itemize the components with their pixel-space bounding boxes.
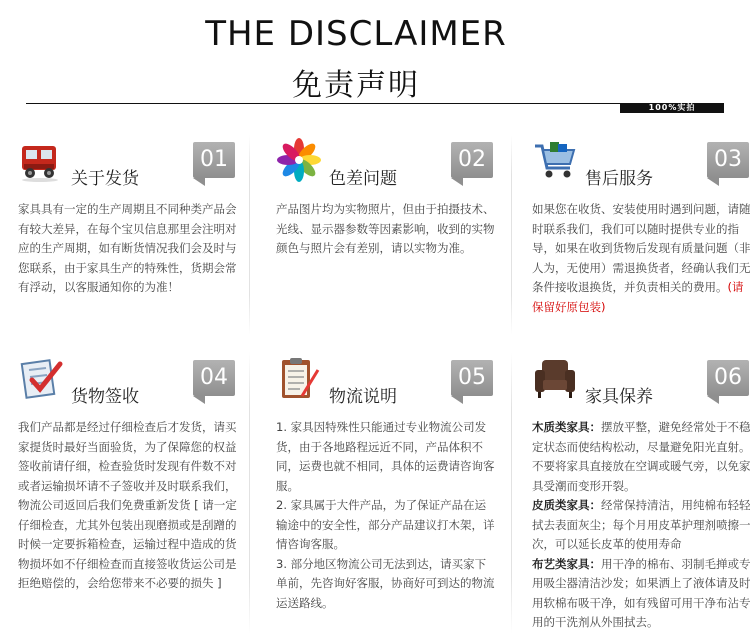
packaging-note: (请保留好原包装) — [532, 280, 744, 314]
care-text: 摆放平整，避免经常处于不稳定状态而使结构松动，尽量避免阳光直射。不要将家具直接放在空调或暖气旁，以免家具受潮而变形开裂。 — [532, 420, 750, 493]
section-title: 售后服务 — [585, 169, 653, 189]
armchair-icon — [532, 356, 578, 402]
real-photo-badge: 100%实拍 — [620, 103, 724, 113]
care-item — [532, 555, 750, 633]
section-body: 我们产品都是经过仔细检查后才发货，请买家提货时最好当面验货，为了保障您的权益签收前请仔细，检查验货时发现有件数不对或者运输损坏请不子签收并及时联系我们，物流公司返回后我们免费重新发货 [ 请一定仔细检查，尤其外包装出现磨损或是刮蹭的时候一定要拆箱检查，运输过程中造成的货物损坏如不仔细检查而直接签收货运公司是拒绝赔偿的，会给您带来不必要的损失 ] — [18, 420, 237, 590]
care-item — [532, 418, 750, 496]
section-title: 色差问题 — [329, 169, 397, 189]
section-number: 02 — [451, 142, 493, 178]
logistics-item: 3. 部分地区物流公司无法到达，请买家下单前，先咨询好客服，协商好可到达的物流运送路线。 — [276, 556, 495, 610]
section-number: 04 — [193, 360, 235, 396]
shopping-cart-icon — [532, 138, 578, 184]
truck-icon — [18, 138, 64, 184]
logistics-item: 1. 家具因特殊性只能通过专业物流公司发货，由于各地路程远近不同，产品体积不同，运费也就不相同，具体的运费请咨询客服。 — [276, 420, 495, 493]
logistics-item: 2. 家具属于大件产品，为了保证产品在运输途中的安全性，部分产品建议打木架，详情咨询客服。 — [276, 498, 495, 551]
section-body — [532, 418, 750, 633]
section-title: 家具保养 — [585, 387, 653, 407]
column-divider — [511, 135, 512, 335]
care-text: 经常保持清洁，用纯棉布轻轻拭去表面灰尘；每个月用皮革护理剂喷擦一次，可以延长皮革的使用寿命 — [532, 498, 750, 551]
title-chinese: 免责声明 — [292, 68, 420, 103]
care-label: 皮质类家具： — [532, 498, 601, 512]
care-item — [532, 496, 750, 555]
checklist-icon — [18, 356, 64, 402]
care-label: 木质类家具： — [532, 420, 601, 434]
color-wheel-icon — [276, 138, 322, 184]
section-title: 关于发货 — [71, 169, 139, 189]
section-body-text: 如果您在收货、安装使用时遇到问题，请随时联系我们，我们可以随时提供专业的指导，如果在收到货物后发现有质量问题（非人为，无使用）需退换货者，经确认我们无条件接收退换货，并负责相关的费用。 — [532, 202, 750, 294]
column-divider — [511, 352, 512, 634]
care-label: 布艺类家具： — [532, 556, 601, 571]
section-number: 05 — [451, 360, 493, 396]
column-divider — [249, 135, 250, 335]
clipboard-icon — [276, 356, 322, 402]
section-title: 物流说明 — [329, 387, 397, 407]
column-divider — [249, 352, 250, 634]
section-number: 06 — [707, 360, 749, 396]
section-number: 01 — [193, 142, 235, 178]
care-text: 用干净的棉布、羽制毛掸或专用吸尘器清洁沙发；如果洒上了液体请及时用软棉布吸干净，如有残留可用干净布沾专用的干洗剂从外围拭去。 — [532, 556, 750, 629]
section-body — [532, 200, 750, 317]
section-body: 产品图片均为实物照片，但由于拍摄技术、光线、显示器参数等因素影响，收到的实物颜色与照片会有差别，请以实物为准。 — [276, 202, 495, 255]
section-body: 家具具有一定的生产周期且不同种类产品会有较大差异，在每个宝贝信息那里会注明对应的生产周期，如有断货情况我们会及时与您联系，由于家具生产的特殊性，货期会常有浮动，以客服通知你的为准！ — [18, 202, 237, 294]
section-title: 货物签收 — [71, 387, 139, 407]
title-english: THE DISCLAIMER — [205, 14, 507, 54]
section-body — [276, 418, 496, 613]
section-number: 03 — [707, 142, 749, 178]
